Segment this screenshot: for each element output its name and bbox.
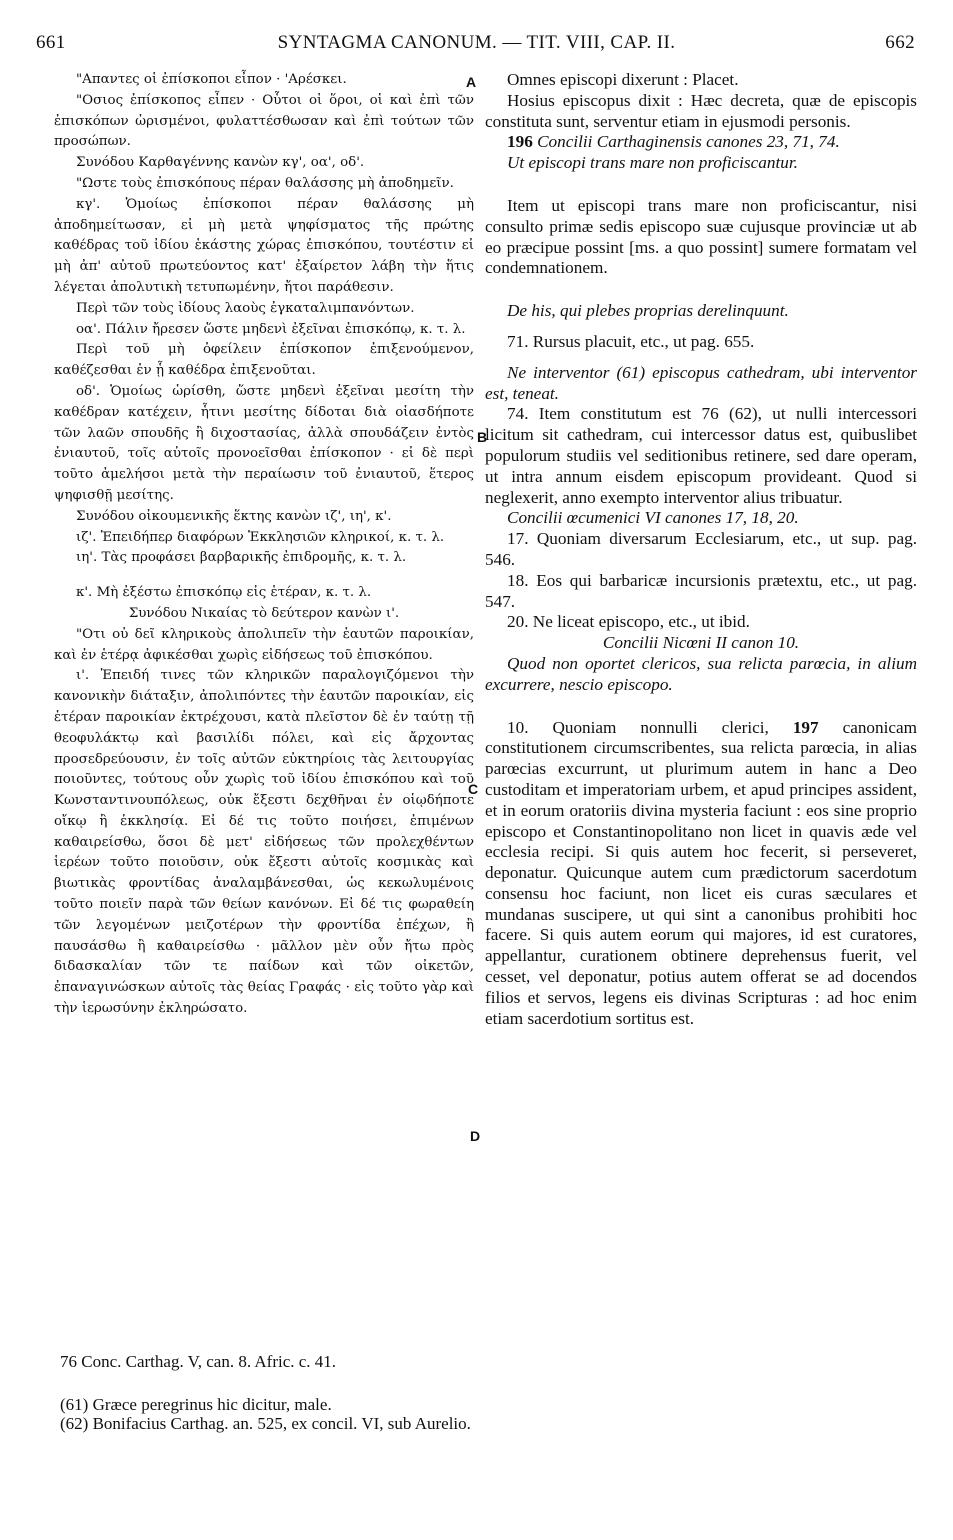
greek-paragraph: κγ'. Ὁμοίως ἐπίσκοποι πέραν θαλάσσης μὴ ἀποδημείτωσαν, εἰ μὴ μετὰ ψηφίσματος τῆς πρώτης καθέδρας τοῦ ἰδίου ἑκάστης χώρας ἐπισκόπου, τουτέστιν εἰ μὴ ἀπ' αὐτοῦ πρωτεύοντος κατ' ἐξαίρετον λάβη τὴν ἥτις λέγεται ἀπολυτικὴ τετυπωμένην, ἤτοι παράθεσιν. (54, 196, 474, 295)
footnote-61: (61) Græce peregrinus hic dicitur, male. (60, 1395, 332, 1414)
spacer (485, 279, 917, 301)
greek-heading: Περὶ τῶν τοὺς ἰδίους λαοὺς ἐγκαταλιμπανόντων. (76, 300, 415, 316)
latin-paragraph: 71. Rursus placuit, etc., ut pag. 655. (507, 331, 755, 351)
latin-paragraph: 18. Eos qui barbaricæ incursionis prætextu, etc., ut pag. 547. (485, 570, 917, 611)
latin-heading: Concilii œcumenici VI canones 17, 18, 20. (507, 508, 799, 528)
spacer (54, 569, 474, 583)
greek-paragraph: ιζ'. Ἐπειδήπερ διαφόρων Ἐκκλησιῶν κληρικοί, κ. τ. λ. (76, 529, 445, 545)
greek-heading: Συνόδου οἰκουμενικῆς ἕκτης κανὼν ιζ', ιη', κ'. (76, 508, 392, 524)
latin-heading (485, 132, 917, 153)
greek-paragraph: ι'. Ἐπειδή τινες τῶν κληρικῶν παραλογιζόμενοι τὴν κανονικὴν διάταξιν, ἀπολιπόντες τὴν ἑαυτῶν παροικίαν, εἰς ἑτέραν παροικίαν ἐκτρέχουσι, κατὰ πλεῖστον δὲ ἐν ταύτῃ τῇ θεοφυλάκτῳ καὶ βασιλίδι πόλει, καὶ εἰς ἄρχοντας προσεδρεύουσιν, ἐν τοῖς αὐτῶν εὐκτηρίοις τὰς λειτουργίας ποιοῦντες, τούτους οὖν χωρὶς τοῦ ἰδίου ἐπισκόπου καὶ τοῦ Κωνσταντινουπόλεως, οὐκ ἔξεστι δεχθῆναι ἐν οἱῳδήποτε οἴκῳ ἢ ἐκκλησίᾳ. Εἰ δέ τις τοῦτο ποιήσει, ἐπιμένων καθαιρείσθω, ὅσοι δὲ μετ' εἰδήσεως τῶν προλεχθέντων ἱερέων τοῦτο ποιοῦσιν, οὐκ ἔξεστι αὐτοῖς κοσμικὰς καὶ βιωτικὰς φροντίδας ἀναλαμβάνεσθαι, ὡς κεκωλυμένοις τοῦτο ποιεῖν παρὰ τῶν θείων κανόνων. Εἰ δέ τις φωραθείη τῶν λεγομένων μειζοτέρων τὴν φροντίδα ἐπέχων, ἢ παυσάσθω ἢ καθαιρείσθω · μᾶλλον μὲν οὖν ἤτω πρὸς διδασκαλίαν τῶν τε παίδων καὶ τῶν οἰκετῶν, ἐπαναγινώσκων αὐτοῖς τὰς θείας Γραφάς · εἰς τοῦτο γὰρ καὶ τὴν ἱερωσύνην ἐκληρώσατο. (54, 668, 474, 1017)
latin-heading: Ut episcopi trans mare non proficiscantur. (507, 153, 798, 173)
spacer (485, 696, 917, 718)
spacer (485, 174, 917, 196)
greek-paragraph: "Οσιος ἐπίσκοπος εἶπεν · Οὗτοι οἱ ὅροι, οἱ καὶ ἐπὶ τῶν ἐπισκόπων ὡρισμένοι, φυλαττέσθωσαν καὶ ἐπὶ τούτων τῶν προσώπων. (54, 92, 474, 150)
latin-text: canonicam constitutionem circumscribentes, sua relicta parœcia, in alias parœcias excurrunt, ut plurimum autem in hanc a Deo custoditam et imperatoriam urbem, et apud principes assident, et in eorum oratoriis divina mysteria faciunt : eos sine proprio episcopo et Constantinopolitano non licet in quavis æde vel ecclesia recipi. Si quis autem hoc fecerit, si perseveret, deponatur. Quicunque autem cum prædictorum sacerdotum consensu hoc faciunt, non licet eis curas sæculares et mundanas suscipere, ut qui sint a canonibus prohibiti hoc facere. Si quis autem eorum qui majores, id est curatores, appellantur, curationem obtinere deprehensus fuerit, vel cesset, vel deponatur, potius autem offerat se ad docendos filios et servos, legens eis divinas Scripturas : ad hoc enim etiam sacerdotium sortitus est. (485, 717, 918, 1028)
greek-heading: Συνόδου Νικαίας τὸ δεύτερον κανὼν ι'. (128, 605, 400, 621)
greek-paragraph: οα'. Πάλιν ἤρεσεν ὥστε μηδενὶ ἐξεῖναι ἐπισκόπῳ, κ. τ. λ. (76, 321, 466, 337)
greek-heading: Συνόδου Καρθαγέννης κανὼν κγ', οα', οδ'. (76, 155, 365, 171)
latin-heading: De his, qui plebes proprias derelinquunt. (507, 301, 789, 321)
latin-column (485, 70, 917, 1029)
latin-paragraph: 74. Item constitutum est 76 (62), ut nulli intercessori licitum sit cathedram, cui intercessor datus est, quibuslibet populorum studiis vel seditionibus retinere, sed dare operam, ut intra annum eisdem episcopum provideant. Quod si neglexerit, anno exempto interventor alius tribuatur. (485, 404, 917, 507)
greek-paragraph: "Απαντες οἱ ἐπίσκοποι εἶπον · 'Αρέσκει. (76, 72, 347, 87)
greek-heading: "Οτι οὐ δεῖ κληρικοὺς ἀπολιπεῖν τὴν ἑαυτῶν παροικίαν, καὶ ἐν ἑτέρᾳ ἀφικέσθαι χωρὶς εἰδήσεως τοῦ ἐπισκόπου. (54, 626, 474, 663)
footnote-62: (62) Bonifacius Carthag. an. 525, ex concil. VI, sub Aurelio. (60, 1414, 471, 1433)
latin-heading: Ne interventor (61) episcopus cathedram, ubi interventor est, teneat. (485, 362, 917, 403)
greek-paragraph: οδ'. Ὁμοίως ὡρίσθη, ὥστε μηδενὶ ἐξεῖναι μεσίτη τὴν καθέδραν κατέχειν, ἧτινι μεσίτης δίδοται διὰ οἱασδήποτε τῶν λαῶν σπουδῆς ἢ διχοστασίας, ἀλλὰ σπουδάζειν ἐντὸς ἐνιαυτοῦ, τοῖς αὐτοῖς προνοεῖσθαι ἐπίσκοπον · εἰ δὲ περὶ τοῦτο ἀμελήσοι μετὰ τὴν περαίωσιν τοῦ ἐνιαυτοῦ, ἕτερος ψηφισθῇ μεσίτης. (54, 383, 474, 503)
footnote-76: 76 Conc. Carthag. V, can. 8. Afric. c. 41. (60, 1352, 337, 1371)
footnotes (60, 1352, 920, 1433)
running-title: SYNTAGMA CANONUM. — TIT. VIII, CAP. II. (277, 32, 676, 53)
latin-paragraph: Hosius episcopus dixit : Hæc decreta, quæ de episcopis constituta sunt, serventur etiam in ejusmodi personis. (485, 90, 917, 131)
column-number: 197 (792, 717, 819, 737)
column-number: 196 (507, 132, 533, 152)
latin-heading: Quod non oportet clericos, sua relicta parœcia, in alium excurrere, nescio episcopo. (485, 653, 917, 694)
latin-text: 10. Quoniam nonnulli clerici, (507, 717, 769, 737)
greek-heading: "Ωστε τοὺς ἐπισκόπους πέραν θαλάσσης μὴ ἀποδημεῖν. (76, 175, 454, 191)
latin-paragraph: Item ut episcopi trans mare non proficiscantur, nisi consulto primæ sedis episcopo suæ cujusque provinciæ ut ab eo præcipue possint [ms. a quo possint] sumere formatam vel condemnationem. (485, 195, 917, 278)
greek-paragraph: κ'. Μὴ ἐξέστω ἐπισκόπῳ εἰς ἑτέραν, κ. τ. λ. (76, 585, 372, 601)
latin-heading-text: Concilii Carthaginensis canones 23, 71, 74. (537, 132, 840, 152)
latin-paragraph (485, 718, 917, 1030)
right-page-number: 662 (885, 32, 915, 53)
latin-paragraph: 20. Ne liceat episcopo, etc., ut ibid. (507, 612, 750, 632)
section-marker-b: B (477, 429, 488, 445)
latin-heading: Concilii Nicœni II canon 10. (602, 633, 800, 653)
spacer (485, 322, 917, 332)
greek-heading: Περὶ τοῦ μὴ ὀφείλειν ἐπίσκοπον ἐπιξενούμενον, καθέζεσθαι ἐν ᾗ καθέδρα ἐπιξενοῦται. (54, 342, 474, 379)
latin-paragraph: 17. Quoniam diversarum Ecclesiarum, etc., ut sup. pag. 546. (485, 529, 917, 569)
section-marker-c: C (468, 781, 479, 797)
greek-column (54, 70, 477, 1020)
latin-paragraph: Omnes episcopi dixerunt : Placet. (507, 70, 739, 89)
left-page-number: 661 (36, 32, 66, 53)
greek-paragraph: ιη'. Τὰς προφάσει βαρβαρικῆς ἐπιδρομῆς, κ. τ. λ. (76, 550, 407, 566)
section-marker-a: A (466, 74, 477, 90)
spacer (485, 353, 917, 363)
section-marker-d: D (470, 1128, 481, 1144)
